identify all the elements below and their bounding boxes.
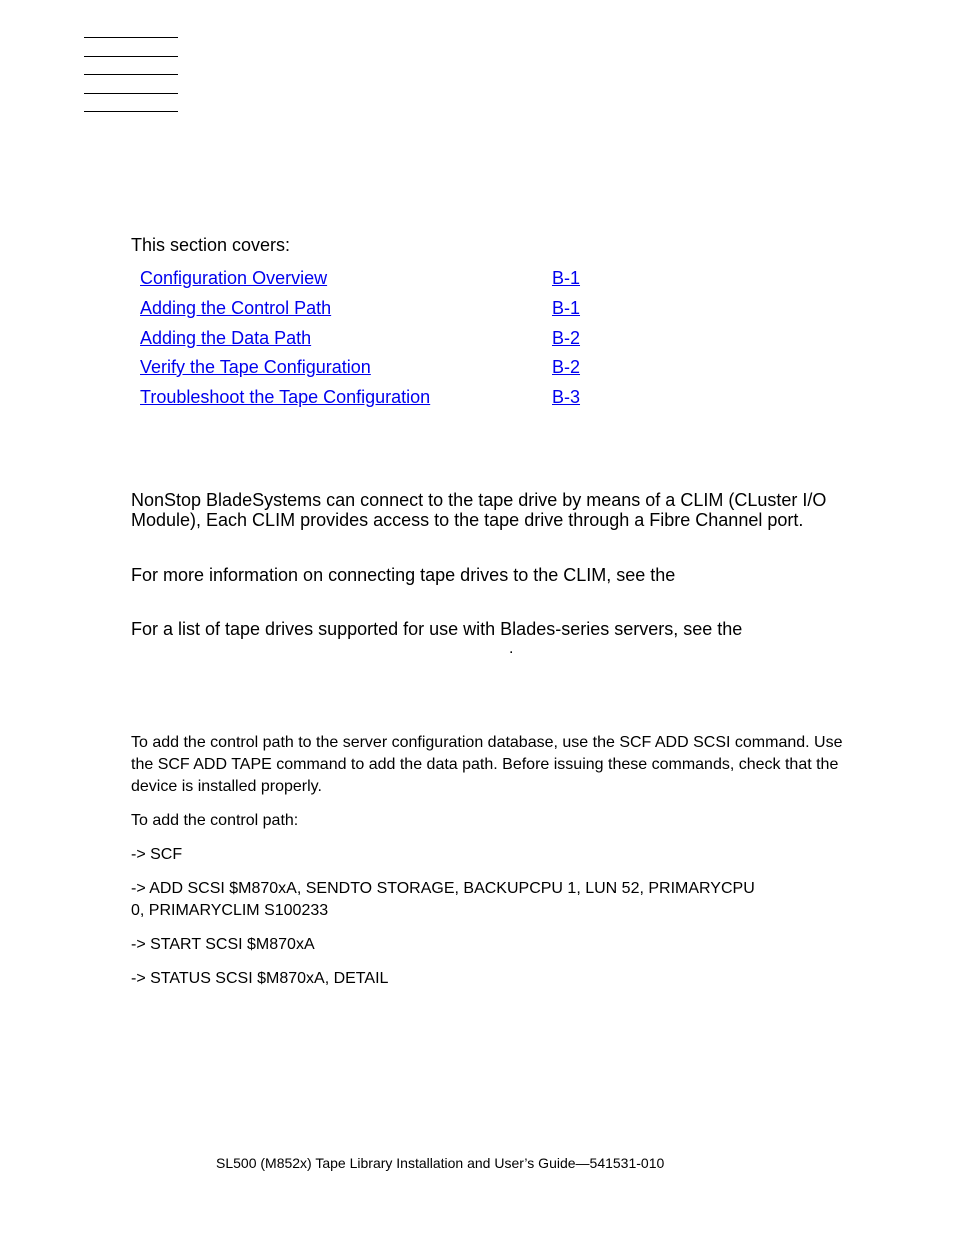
toc-row bbox=[140, 328, 600, 352]
toc-page-link[interactable]: B-2 bbox=[552, 357, 581, 377]
overview-paragraph-2: For more information on connecting tape drives to the CLIM, see the bbox=[131, 565, 676, 585]
toc-row bbox=[140, 268, 600, 292]
header-rule-2 bbox=[84, 56, 178, 57]
command-line-start-scsi: -> START SCSI $M870xA bbox=[131, 936, 315, 953]
overview-paragraph-3: For a list of tape drives supported for use with Blades-series servers, see the bbox=[131, 619, 743, 639]
header-rule-1 bbox=[84, 37, 178, 38]
toc-link-adding-data-path[interactable]: Adding the Data Path bbox=[140, 328, 312, 348]
toc-link-troubleshoot-tape-configuration[interactable]: Troubleshoot the Tape Configuration bbox=[140, 387, 431, 407]
toc-link-configuration-overview[interactable]: Configuration Overview bbox=[140, 268, 328, 288]
toc-link-adding-control-path[interactable]: Adding the Control Path bbox=[140, 298, 332, 318]
page-footer: SL500 (M852x) Tape Library Installation and User’s Guide—541531-010 bbox=[216, 1155, 665, 1171]
header-rule-5 bbox=[84, 111, 178, 112]
command-line-scf: -> SCF bbox=[131, 846, 183, 863]
toc-row bbox=[140, 298, 600, 322]
header-rule-3 bbox=[84, 74, 178, 75]
command-line-add-scsi: -> ADD SCSI $M870xA, SENDTO STORAGE, BACKUPCPU 1, LUN 52, PRIMARYCPU 0, PRIMARYCLIM S100233 bbox=[131, 880, 755, 919]
overview-paragraph-1: NonStop BladeSystems can connect to the tape drive by means of a CLIM (CLuster I/O Module), Each CLIM provides access to the tape drive through a Fibre Channel port. bbox=[131, 490, 827, 530]
control-path-paragraph-2: To add the control path: bbox=[131, 812, 299, 829]
overview-paragraph-3-end: . bbox=[509, 640, 514, 657]
toc-page-link[interactable]: B-3 bbox=[552, 387, 581, 407]
toc-row bbox=[140, 387, 600, 411]
toc-link-verify-tape-configuration[interactable]: Verify the Tape Configuration bbox=[140, 357, 371, 377]
header-rule-4 bbox=[84, 93, 178, 94]
toc-page-link[interactable]: B-1 bbox=[552, 268, 581, 288]
toc-row bbox=[140, 357, 600, 381]
control-path-paragraph-1: To add the control path to the server configuration database, use the SCF ADD SCSI command. Use the SCF ADD TAPE command to add the data path. Before issuing these commands, check that the device is installed properly. bbox=[131, 734, 843, 795]
section-intro: This section covers: bbox=[131, 235, 291, 255]
toc-page-link[interactable]: B-1 bbox=[552, 298, 581, 318]
toc-page-link[interactable]: B-2 bbox=[552, 328, 581, 348]
command-line-status-scsi: -> STATUS SCSI $M870xA, DETAIL bbox=[131, 970, 389, 987]
